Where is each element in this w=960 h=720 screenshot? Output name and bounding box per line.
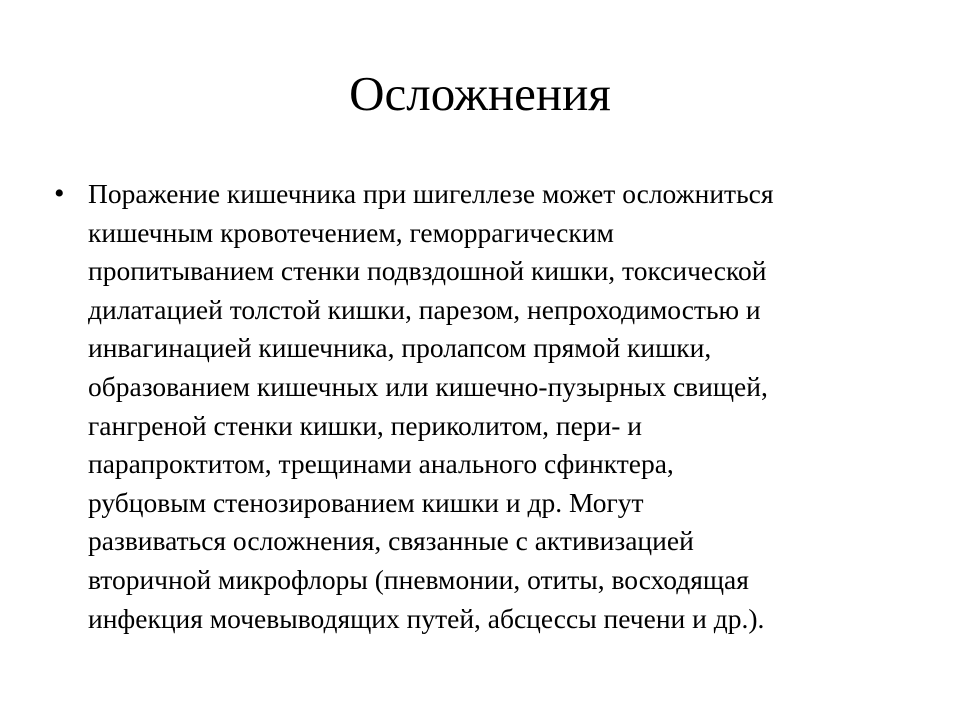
bullet-text-line: инвагинацией кишечника, пролапсом прямой кишки, [88,332,712,364]
bullet-text-line: парапроктитом, трещинами анального сфинктера, [88,448,674,480]
bullet-item [54,175,914,638]
bullet-text-line: гангреной стенки кишки, периколитом, пери- и [88,409,643,441]
slide-title: Осложнения [349,66,611,121]
bullet-text-line: инфекция мочевыводящих путей, абсцессы печени и др.). [88,602,765,634]
bullet-text-line: развиваться осложнения, связанные с активизацией [88,525,694,557]
bullet-icon: • [54,177,65,210]
bullet-text-line: кишечным кровотечением, геморрагическим [88,216,614,248]
bullet-text-line: Поражение кишечника при шигеллезе может осложниться [88,178,774,209]
bullet-text-line: вторичной микрофлоры (пневмонии, отиты, восходящая [88,563,749,595]
bullet-list [54,175,914,638]
bullet-text-line: образованием кишечных или кишечно-пузырных свищей, [88,370,768,402]
bullet-text-line: пропитыванием стенки подвздошной кишки, токсической [88,255,767,287]
bullet-text-line: дилатацией толстой кишки, парезом, непроходимостью и [88,293,761,325]
bullet-text-line: рубцовым стенозированием кишки и др. Могут [88,486,644,518]
